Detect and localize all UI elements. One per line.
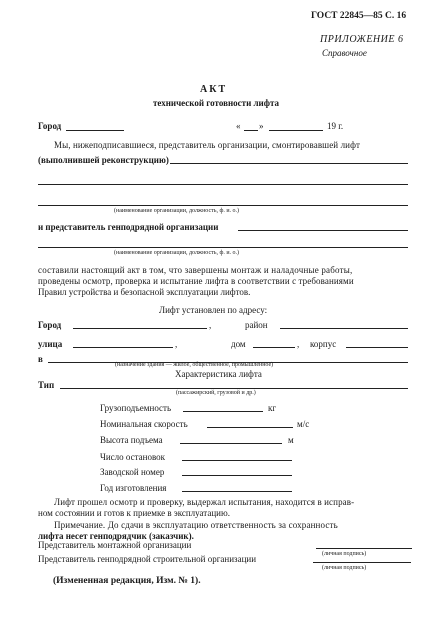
- capacity-label: Грузоподъемность: [100, 403, 172, 413]
- amendment-note: (Измененная редакция, Изм. № 1).: [53, 576, 201, 586]
- address-building-field[interactable]: [346, 347, 408, 348]
- contractor-signature-caption: (личная подпись): [322, 565, 367, 571]
- speed-label: Номинальная скорость: [100, 419, 188, 429]
- note-line-2: лифта несет генподрядчик (заказчик).: [38, 531, 194, 541]
- contractor-field[interactable]: [238, 230, 408, 231]
- conclusion-line-2: ном состоянии и готов к приемке в эксплуатацию.: [38, 508, 230, 518]
- intro-field-1[interactable]: [170, 163, 408, 164]
- day-field[interactable]: [244, 130, 258, 131]
- contractor-field-2[interactable]: [38, 247, 408, 248]
- installer-signature-field[interactable]: [316, 548, 412, 549]
- address-in-label: в: [38, 354, 43, 364]
- comma-2: ,: [175, 339, 178, 349]
- address-city-label: Город: [38, 320, 62, 330]
- capacity-unit: кг: [268, 403, 277, 413]
- conclusion-line-1: Лифт прошел осмотр и проверку, выдержал испытания, находится в исправ-: [54, 497, 355, 507]
- intro-field-3[interactable]: [38, 205, 408, 206]
- address-house-field[interactable]: [253, 347, 295, 348]
- appendix-label: ПРИЛОЖЕНИЕ 6: [320, 34, 404, 45]
- address-street-label: улица: [38, 339, 63, 349]
- address-caption: (назначение здания — жилое, общественное, промышленное): [115, 362, 274, 368]
- speed-unit: м/с: [297, 419, 310, 429]
- contractor-signature-field[interactable]: [313, 562, 411, 563]
- city-label: Город: [38, 121, 62, 131]
- serial-field[interactable]: [182, 475, 292, 476]
- height-unit: м: [288, 435, 294, 445]
- year-of-manufacture-field[interactable]: [182, 491, 292, 492]
- intro-caption-1: (наименование организации, должность, ф. и. о.): [114, 208, 240, 214]
- speed-field[interactable]: [207, 427, 293, 428]
- contractor-signature-label: Представитель генподрядной строительной организации: [38, 554, 257, 564]
- stops-label: Число остановок: [100, 452, 166, 462]
- address-heading: Лифт установлен по адресу:: [159, 305, 268, 315]
- standard-reference: ГОСТ 22845—85 С. 16: [311, 11, 407, 21]
- address-district-field[interactable]: [280, 328, 408, 329]
- height-field[interactable]: [180, 443, 282, 444]
- installer-signature-caption: (личная подпись): [322, 551, 367, 557]
- address-street-field[interactable]: [73, 347, 173, 348]
- body-paragraph-2: проведены осмотр, проверка и испытание лифта в соответствии с требованиями: [38, 276, 354, 286]
- intro-line-2: (выполнившей реконструкцию): [38, 155, 169, 165]
- type-field[interactable]: [60, 388, 408, 389]
- comma-1: ,: [209, 320, 212, 330]
- type-label: Тип: [38, 380, 55, 390]
- characteristics-heading: Характеристика лифта: [175, 369, 262, 379]
- type-caption: (пассажирский, грузовой и др.): [176, 390, 256, 396]
- body-paragraph-3: Правил устройства и безопасной эксплуатации лифтов.: [38, 287, 251, 297]
- year-label: 19 г.: [327, 121, 344, 131]
- address-district-label: район: [245, 320, 268, 330]
- body-paragraph-1: составили настоящий акт в том, что завершены монтаж и наладочные работы,: [38, 265, 353, 275]
- quote-open: «: [236, 121, 241, 131]
- stops-field[interactable]: [182, 460, 292, 461]
- quote-close: »: [259, 121, 264, 131]
- intro-line-1: Мы, нижеподписавшиеся, представитель организации, смонтировавшей лифт: [54, 140, 361, 150]
- year-of-manufacture-label: Год изготовления: [100, 483, 167, 493]
- intro-line-3: и представитель генподрядной организации: [38, 222, 219, 232]
- intro-caption-2: (наименование организации, должность, ф. и. о.): [114, 250, 240, 256]
- address-building-label: корпус: [310, 339, 337, 349]
- document-title: АКТ: [200, 84, 228, 95]
- installer-signature-label: Представитель монтажной организации: [38, 540, 192, 550]
- address-house-label: дом: [231, 339, 246, 349]
- city-field[interactable]: [66, 130, 124, 131]
- address-city-field[interactable]: [73, 328, 207, 329]
- height-label: Высота подъема: [100, 435, 163, 445]
- month-field[interactable]: [269, 130, 323, 131]
- document-subtitle: технической готовности лифта: [153, 98, 279, 108]
- intro-field-2[interactable]: [38, 184, 408, 185]
- note-line-1: Примечание. До сдачи в эксплуатацию ответственность за сохранность: [54, 520, 338, 530]
- comma-3: ,: [297, 339, 300, 349]
- capacity-field[interactable]: [183, 411, 263, 412]
- reference-label: Справочное: [322, 48, 367, 58]
- serial-label: Заводской номер: [100, 467, 165, 477]
